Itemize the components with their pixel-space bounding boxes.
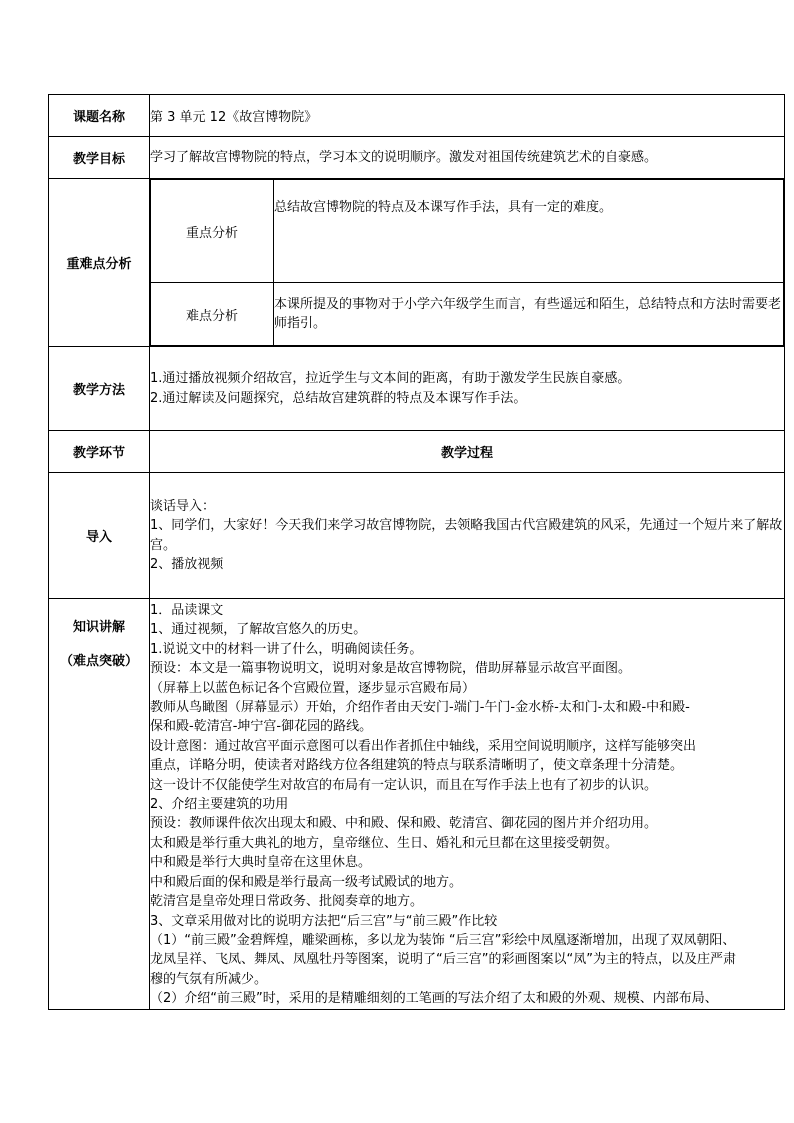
knowledge-line: 预设：本文是一篇事物说明文，说明对象是故宫博物院，借助屏幕显示故宫平面图。 (150, 661, 632, 677)
knowledge-line: 穆的气氛有所减少。 (150, 971, 268, 987)
intro-line: 1、同学们，大家好！今天我们来学习故宫博物院，去领略我国古代宫殿建筑的风采，先通过一个短片来了解故宫。 (150, 518, 783, 553)
method-line: 1.通过播放视频介绍故宫，拉近学生与文本间的距离，有助于激发学生民族自豪感。 (150, 371, 631, 387)
key-point-label: 重点分析 (151, 180, 274, 283)
knowledge-line: （屏幕上以蓝色标记各个宫殿位置，逐步显示宫殿布局） (150, 680, 476, 696)
difficulty-label: 重难点分析 (49, 179, 150, 347)
row-difficulty (49, 179, 785, 347)
knowledge-line: 中和殿是举行大典时皇帝在这里休息。 (150, 855, 372, 871)
knowledge-line: 龙凤呈祥、飞凤、舞凤、凤凰牡丹等图案，说明了“后三宫”的彩画图案以“凤”为主的特点，以及庄严肃 (150, 952, 736, 968)
knowledge-line: 中和殿后面的保和殿是举行最高一级考试殿试的地方。 (150, 874, 463, 890)
course-label: 课题名称 (49, 95, 150, 137)
method-line: 2.通过解读及问题探究，总结故宫建筑群的特点及本课写作手法。 (150, 390, 527, 406)
hard-point-text: 本课所提及的事物对于小学六年级学生而言，有些遥远和陌生，总结特点和方法时需要老师指引。 (274, 283, 784, 346)
knowledge-label-cell (49, 599, 150, 1010)
knowledge-line: 预设：教师课件依次出现太和殿、中和殿、保和殿、乾清宫、御花园的图片并介绍功用。 (150, 816, 658, 832)
process-header-title: 教学过程 (150, 431, 785, 473)
difficulty-subtable (150, 179, 784, 346)
knowledge-line: 乾清宫是皇帝处理日常政务、批阅奏章的地方。 (150, 894, 424, 910)
knowledge-label: 知识讲解 (72, 620, 125, 635)
knowledge-line: 太和殿是举行重大典礼的地方，皇帝继位、生日、婚礼和元旦都在这里接受朝贺。 (150, 835, 619, 851)
knowledge-line: （2）介绍“前三殿”时，采用的是精雕细刻的工笔画的写法介绍了太和殿的外观、规模、内部布局、 (150, 991, 718, 1007)
key-point-text: 总结故宫博物院的特点及本课写作手法，具有一定的难度。 (274, 180, 784, 283)
process-header-label: 教学环节 (49, 431, 150, 473)
knowledge-line: 保和殿-乾清宫-坤宁宫-御花园的路线。 (150, 719, 373, 735)
knowledge-line: 1．品读课文 (150, 603, 224, 618)
row-intro (49, 473, 785, 599)
key-point-row (151, 180, 784, 283)
goal-label: 教学目标 (49, 137, 150, 179)
knowledge-line: 重点，详略分明，使读者对路线方位各组建筑的特点与联系清晰明了，使文章条理十分清楚。 (150, 758, 684, 774)
intro-text (150, 473, 785, 599)
difficulty-cell (150, 179, 785, 347)
knowledge-line: 2、介绍主要建筑的功用 (150, 797, 289, 813)
lesson-plan-page (48, 94, 784, 1010)
hard-point-row (151, 283, 784, 346)
row-knowledge (49, 599, 785, 1010)
knowledge-sublabel: （难点突破） (59, 654, 138, 669)
intro-line: 谈话导入： (150, 498, 216, 514)
knowledge-line: 3、文章采用做对比的说明方法把“后三宫”与“前三殿”作比较 (150, 913, 498, 929)
goal-text: 学习了解故宫博物院的特点，学习本文的说明顺序。激发对祖国传统建筑艺术的自豪感。 (150, 137, 785, 179)
row-process-header (49, 431, 785, 473)
knowledge-line: 这一设计不仅能使学生对故宫的布局有一定认识，而且在写作手法上也有了初步的认识。 (150, 777, 658, 793)
knowledge-text (150, 599, 785, 1010)
intro-label: 导入 (49, 473, 150, 599)
knowledge-line: 教师从鸟瞰图（屏幕显示）开始，介绍作者由天安门-端门-午门-金水桥-太和门-太和殿-中和殿- (150, 700, 690, 716)
knowledge-line: （1）“前三殿”金碧辉煌，雕梁画栋，多以龙为装饰 “后三宫”彩绘中凤凰逐渐增加，出现了双凤朝阳、 (150, 932, 736, 948)
method-text (150, 347, 785, 431)
row-method (49, 347, 785, 431)
method-label: 教学方法 (49, 347, 150, 431)
row-goal (49, 137, 785, 179)
row-course (49, 95, 785, 137)
knowledge-line: 1.说说文中的材料一讲了什么，明确阅读任务。 (150, 641, 423, 657)
intro-line: 2、播放视频 (150, 556, 224, 572)
knowledge-line: 1、通过视频，了解故宫悠久的历史。 (150, 622, 367, 638)
hard-point-label: 难点分析 (151, 283, 274, 346)
lesson-plan-table (48, 94, 785, 1010)
knowledge-line: 设计意图：通过故宫平面示意图可以看出作者抓住中轴线，采用空间说明顺序，这样写能够突出 (150, 738, 697, 754)
course-title: 第 3 单元 12《故宫博物院》 (150, 95, 785, 137)
